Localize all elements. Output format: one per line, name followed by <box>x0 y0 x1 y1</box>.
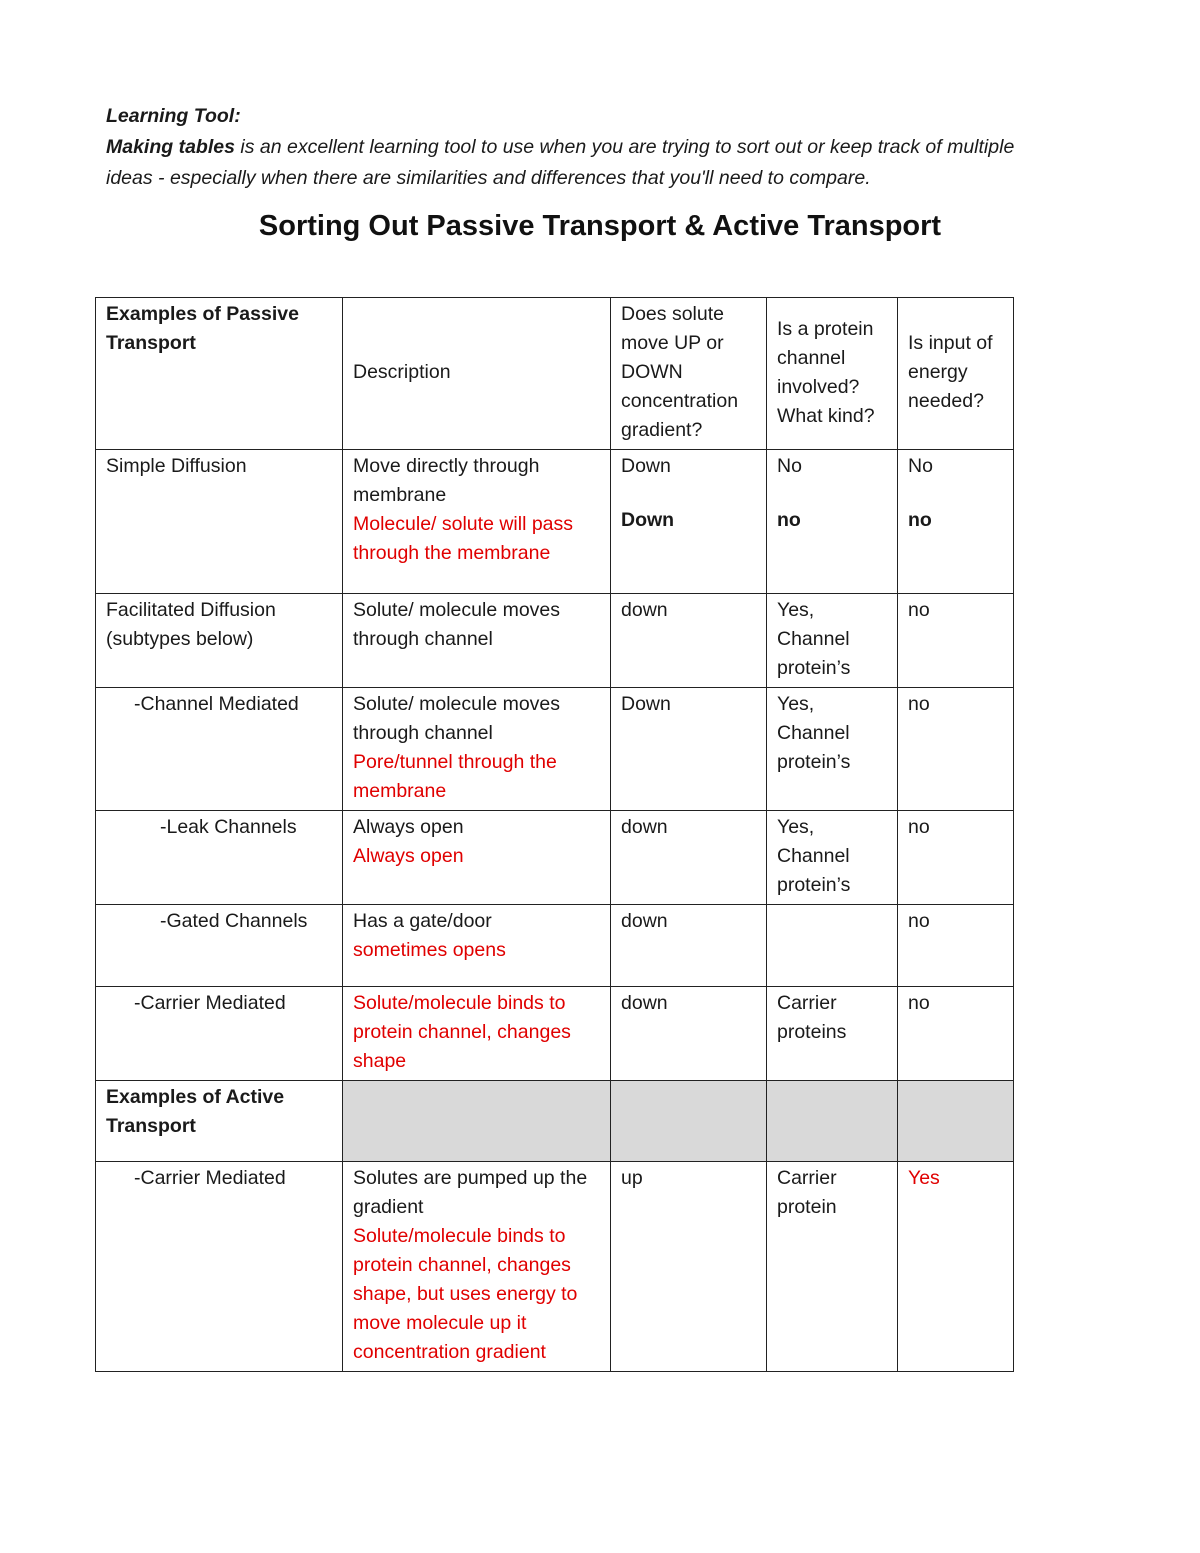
row-description: Solute/molecule binds to protein channel, changes shape <box>343 987 611 1081</box>
row-protein: Yes, Channel protein’s <box>767 688 898 811</box>
row-direction: Down <box>611 688 767 811</box>
row-description <box>343 905 611 987</box>
desc-note: Pore/tunnel through the membrane <box>353 751 557 802</box>
row-energy: no <box>898 688 1014 811</box>
intro-text <box>106 132 1066 194</box>
transport-table <box>95 297 1014 1372</box>
active-header: Examples of Active Transport <box>96 1081 343 1162</box>
intro-block <box>106 101 1066 194</box>
desc-text: Solute/ molecule moves through channel <box>353 693 561 744</box>
row-name: Simple Diffusion <box>96 450 343 594</box>
desc-text: Solutes are pumped up the gradient <box>353 1167 588 1218</box>
shaded-cell <box>898 1081 1014 1162</box>
table-row <box>96 688 1014 811</box>
row-name: -Channel Mediated <box>96 688 343 811</box>
intro-heading: Learning Tool: <box>106 105 241 127</box>
intro-lead-rest: is an excellent learning tool to use when you are trying to sort out or keep track of multiple ideas - especially when there are similarities and differences that you'll need to compare. <box>106 136 1015 189</box>
table-row <box>96 987 1014 1081</box>
row-name: -Leak Channels <box>96 811 343 905</box>
desc-note: sometimes opens <box>353 939 506 961</box>
row-energy: no <box>898 594 1014 688</box>
header-protein: Is a protein channel involved? What kind? <box>767 298 898 450</box>
protein-value: No <box>777 455 802 477</box>
row-direction: down <box>611 594 767 688</box>
desc-note: Solute/molecule binds to protein channel, changes shape, but uses energy to move molecule up it concentration gradient <box>353 1225 578 1363</box>
table-row <box>96 450 1014 594</box>
header-energy: Is input of energy needed? <box>898 298 1014 450</box>
row-direction: down <box>611 811 767 905</box>
row-protein <box>767 450 898 594</box>
intro-lead-bold: Making tables <box>106 136 235 158</box>
row-protein <box>767 905 898 987</box>
row-protein: Carrier proteins <box>767 987 898 1081</box>
row-name: Facilitated Diffusion (subtypes below) <box>96 594 343 688</box>
desc-note: Molecule/ solute will pass through the membrane <box>353 513 574 564</box>
header-examples: Examples of Passive Transport <box>96 298 343 450</box>
row-description <box>343 450 611 594</box>
row-energy: no <box>898 987 1014 1081</box>
desc-text: Always open <box>353 816 464 838</box>
row-energy: no <box>898 905 1014 987</box>
row-description <box>343 1162 611 1372</box>
energy-value-2: no <box>908 509 932 531</box>
direction-value-2: Down <box>621 509 675 531</box>
desc-text: Move directly through membrane <box>353 455 540 506</box>
page-title: Sorting Out Passive Transport & Active Transport <box>258 210 942 242</box>
row-energy: Yes <box>898 1162 1014 1372</box>
row-name: -Gated Channels <box>96 905 343 987</box>
row-name: -Carrier Mediated <box>96 1162 343 1372</box>
table-row <box>96 905 1014 987</box>
row-direction <box>611 450 767 594</box>
header-row <box>96 298 1014 450</box>
row-energy: no <box>898 811 1014 905</box>
row-direction: down <box>611 987 767 1081</box>
direction-value: Down <box>621 455 671 477</box>
row-direction: down <box>611 905 767 987</box>
desc-text: Has a gate/door <box>353 910 492 932</box>
row-direction: up <box>611 1162 767 1372</box>
header-direction: Does solute move UP or DOWN concentration gradient? <box>611 298 767 450</box>
row-description: Solute/ molecule moves through channel <box>343 594 611 688</box>
shaded-cell <box>343 1081 611 1162</box>
shaded-cell <box>767 1081 898 1162</box>
row-energy <box>898 450 1014 594</box>
row-name: -Carrier Mediated <box>96 987 343 1081</box>
shaded-cell <box>611 1081 767 1162</box>
row-protein: Carrier protein <box>767 1162 898 1372</box>
row-description <box>343 688 611 811</box>
row-description <box>343 811 611 905</box>
row-protein: Yes, Channel protein’s <box>767 811 898 905</box>
protein-value-2: no <box>777 509 801 531</box>
energy-value: No <box>908 455 933 477</box>
active-header-row <box>96 1081 1014 1162</box>
header-description: Description <box>343 298 611 450</box>
row-protein: Yes, Channel protein’s <box>767 594 898 688</box>
desc-note: Always open <box>353 845 464 867</box>
table-row <box>96 1162 1014 1372</box>
table-row <box>96 811 1014 905</box>
table-row <box>96 594 1014 688</box>
